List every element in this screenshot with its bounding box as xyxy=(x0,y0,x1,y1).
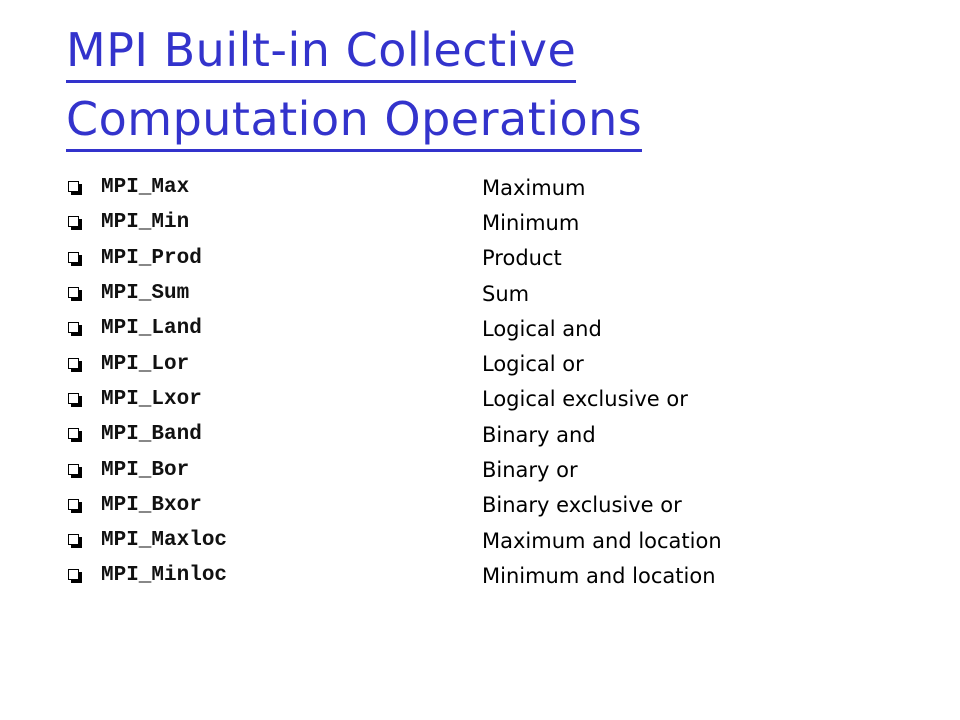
square-bullet-icon xyxy=(68,569,81,582)
list-item xyxy=(68,382,868,417)
operation-name: MPI_Lxor xyxy=(101,387,202,411)
list-item xyxy=(68,241,868,276)
list-item xyxy=(68,452,868,487)
operation-description: Maximum and location xyxy=(482,528,722,553)
slide-title xyxy=(66,22,906,160)
square-bullet-icon xyxy=(68,428,81,441)
operation-description: Maximum xyxy=(482,175,586,200)
operation-name: MPI_Sum xyxy=(101,282,190,306)
operation-description: Minimum xyxy=(482,210,580,235)
operation-name: MPI_Band xyxy=(101,423,202,447)
square-bullet-icon xyxy=(68,358,81,371)
operation-description: Product xyxy=(482,246,562,271)
operation-name: MPI_Maxloc xyxy=(101,529,228,553)
list-item xyxy=(68,311,868,346)
list-item xyxy=(68,170,868,205)
list-item xyxy=(68,276,868,311)
list-item xyxy=(68,346,868,381)
list-item xyxy=(68,488,868,523)
square-bullet-icon xyxy=(68,216,81,229)
title-line-2[interactable]: Computation Operations xyxy=(66,91,642,152)
square-bullet-icon xyxy=(68,287,81,300)
operation-name: MPI_Lor xyxy=(101,352,190,376)
square-bullet-icon xyxy=(68,181,81,194)
list-item xyxy=(68,523,868,558)
operation-name: MPI_Max xyxy=(101,176,190,200)
operation-name: MPI_Land xyxy=(101,317,202,341)
operation-description: Logical or xyxy=(482,352,584,377)
square-bullet-icon xyxy=(68,322,81,335)
list-item xyxy=(68,417,868,452)
operation-description: Binary exclusive or xyxy=(482,493,682,518)
operation-name: MPI_Prod xyxy=(101,246,202,270)
operation-description: Logical exclusive or xyxy=(482,387,688,412)
square-bullet-icon xyxy=(68,393,81,406)
operation-description: Binary or xyxy=(482,458,578,483)
square-bullet-icon xyxy=(68,534,81,547)
square-bullet-icon xyxy=(68,499,81,512)
operation-description: Minimum and location xyxy=(482,563,716,588)
operation-name: MPI_Min xyxy=(101,211,190,235)
operation-name: MPI_Bor xyxy=(101,458,190,482)
title-line-1[interactable]: MPI Built-in Collective xyxy=(66,22,576,83)
operation-name: MPI_Bxor xyxy=(101,493,202,517)
square-bullet-icon xyxy=(68,464,81,477)
operations-list xyxy=(68,170,868,594)
operation-description: Binary and xyxy=(482,422,596,447)
operation-description: Logical and xyxy=(482,316,602,341)
list-item xyxy=(68,558,868,593)
operation-name: MPI_Minloc xyxy=(101,564,228,588)
operation-description: Sum xyxy=(482,281,530,306)
list-item xyxy=(68,205,868,240)
square-bullet-icon xyxy=(68,252,81,265)
